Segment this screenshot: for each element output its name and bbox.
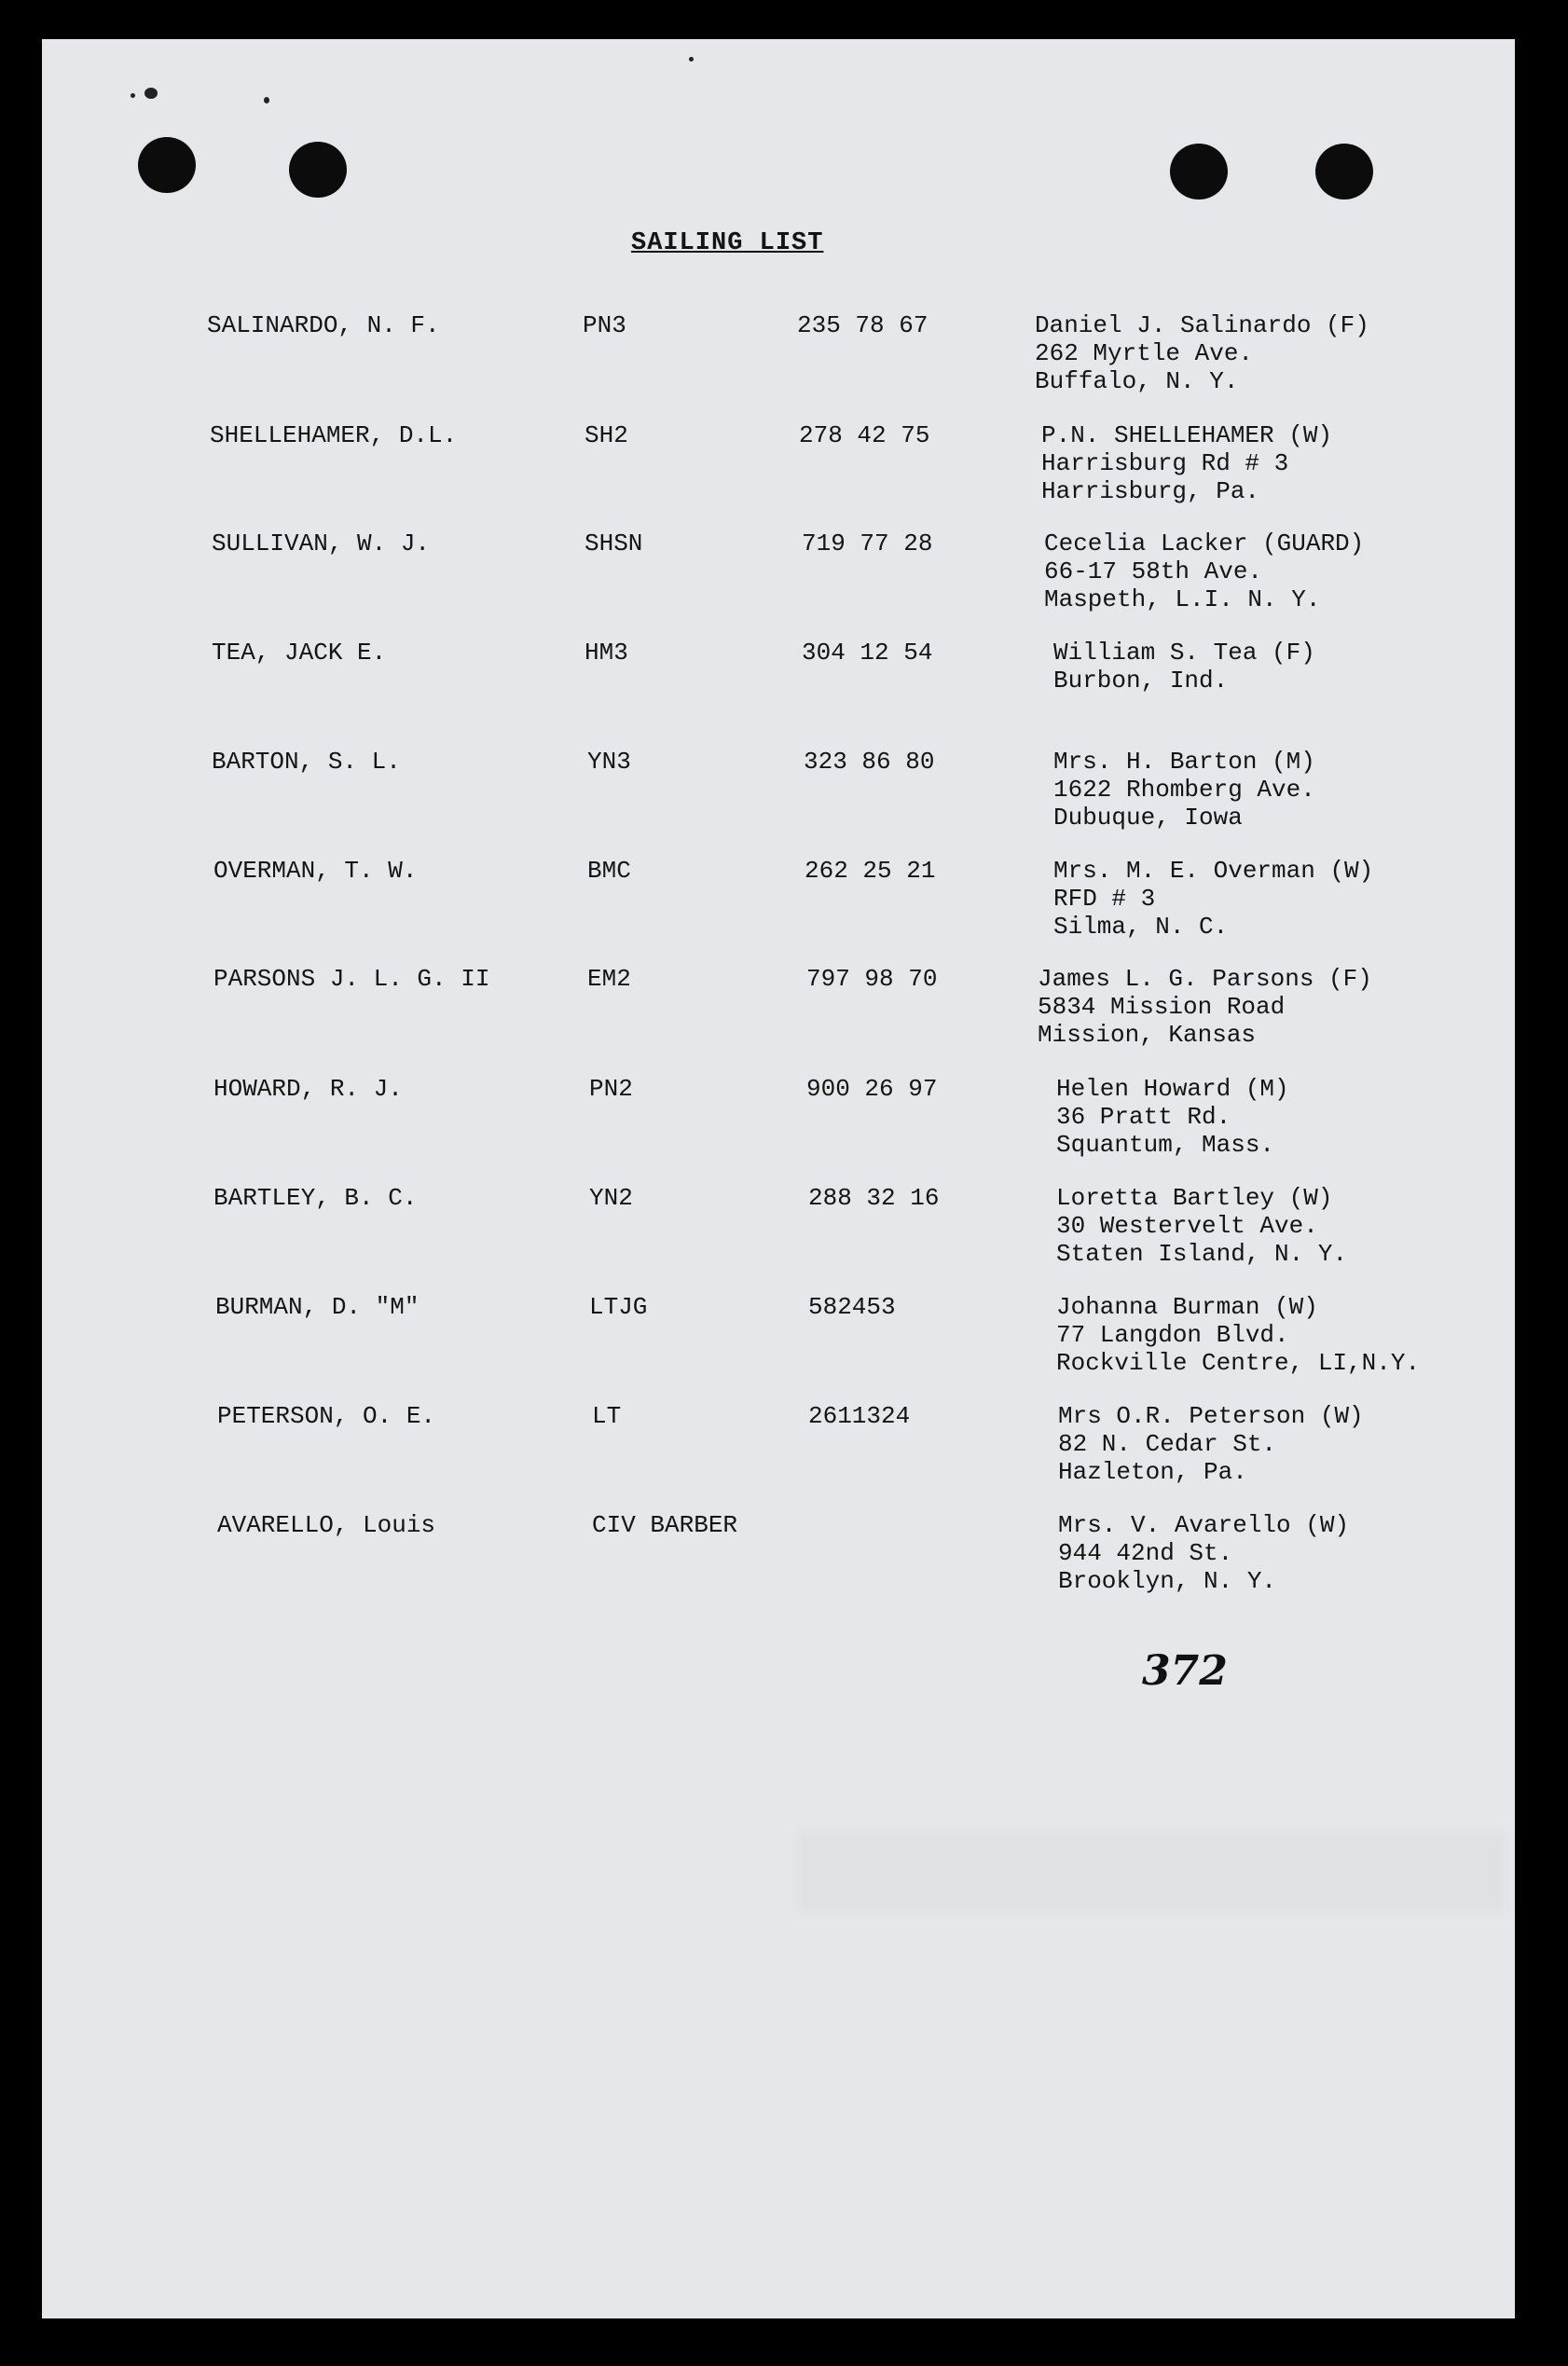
address-line: Helen Howard (M) [1056,1075,1289,1103]
crew-name: TEA, JACK E. [212,639,387,667]
crew-name: HOWARD, R. J. [213,1075,403,1103]
service-number: 797 98 70 [806,965,938,993]
crew-name: OVERMAN, T. W. [213,857,418,885]
service-number: 900 26 97 [806,1075,938,1103]
address-line: Mrs. H. Barton (M) [1053,748,1315,776]
page-title: SAILING LIST [631,229,824,257]
crew-name: PARSONS J. L. G. II [213,965,490,993]
list-item [42,639,1515,741]
address-line: Burbon, Ind. [1053,667,1229,695]
next-of-kin-address [1056,1075,1289,1159]
punch-hole-3 [1170,144,1228,199]
address-line: Staten Island, N. Y. [1056,1240,1348,1268]
next-of-kin-address [1044,530,1364,613]
crew-name: BURMAN, D. "M" [215,1293,420,1321]
address-line: 36 Pratt Rd. [1056,1103,1231,1131]
address-line: Buffalo, N. Y. [1035,367,1239,395]
address-line: 262 Myrtle Ave. [1035,339,1254,367]
next-of-kin-address [1053,639,1315,695]
crew-name: SALINARDO, N. F. [207,311,440,339]
next-of-kin-address [1056,1293,1420,1377]
service-number: 582453 [808,1293,896,1321]
crew-rate: BMC [587,857,631,885]
list-item [42,1402,1515,1505]
address-line: James L. G. Parsons (F) [1038,965,1372,993]
address-line: Cecelia Lacker (GUARD) [1044,530,1365,557]
ink-speck [689,57,694,62]
list-item [42,1075,1515,1177]
crew-rate: SH2 [585,421,628,449]
service-number: 262 25 21 [805,857,936,885]
handwritten-page-number: 372 [1142,1647,1228,1695]
address-line: Brooklyn, N. Y. [1058,1567,1277,1595]
list-item [42,1511,1515,1614]
service-number: 304 12 54 [802,639,933,667]
service-number: 288 32 16 [808,1184,940,1212]
punch-hole-1 [138,137,196,193]
address-line: 944 42nd St. [1058,1539,1233,1567]
crew-rate: LTJG [589,1293,648,1321]
crew-name: SHELLEHAMER, D.L. [210,421,458,449]
service-number: 278 42 75 [799,421,930,449]
next-of-kin-address [1058,1511,1349,1595]
punch-hole-4 [1315,144,1373,199]
address-line: Silma, N. C. [1053,913,1229,941]
crew-name: AVARELLO, Louis [217,1511,436,1539]
ink-speck [264,97,269,103]
next-of-kin-address [1053,857,1373,941]
document-page [42,39,1515,2318]
crew-rate: YN2 [589,1184,633,1212]
list-item [42,421,1515,524]
address-line: Loretta Bartley (W) [1056,1184,1333,1212]
crew-rate: LT [592,1402,622,1430]
next-of-kin-address [1053,748,1315,832]
address-line: Mrs. M. E. Overman (W) [1053,857,1374,885]
ink-speck [144,88,158,99]
stamp-smudge [797,1829,1506,1913]
next-of-kin-address [1056,1184,1347,1268]
address-line: 5834 Mission Road [1038,993,1286,1021]
next-of-kin-address [1058,1402,1364,1486]
address-line: Rockville Centre, LI,N.Y. [1056,1349,1421,1377]
service-number: 2611324 [808,1402,911,1430]
address-line: 66-17 58th Ave. [1044,557,1263,585]
list-item [42,748,1515,850]
address-line: Johanna Burman (W) [1056,1293,1318,1321]
address-line: 82 N. Cedar St. [1058,1430,1277,1458]
crew-rate: CIV BARBER [592,1511,738,1539]
address-line: Harrisburg Rd # 3 [1041,449,1289,477]
address-line: P.N. SHELLEHAMER (W) [1041,421,1333,449]
list-item [42,857,1515,959]
crew-name: BARTLEY, B. C. [213,1184,418,1212]
address-line: Dubuque, Iowa [1053,804,1243,832]
crew-rate: HM3 [585,639,628,667]
address-line: Maspeth, L.I. N. Y. [1044,585,1321,613]
list-item [42,530,1515,632]
crew-rate: PN2 [589,1075,633,1103]
crew-name: PETERSON, O. E. [217,1402,436,1430]
crew-rate: SHSN [585,530,643,557]
address-line: Daniel J. Salinardo (F) [1035,311,1369,339]
list-item [42,965,1515,1067]
address-line: Harrisburg, Pa. [1041,477,1260,505]
address-line: RFD # 3 [1053,885,1156,913]
address-line: 1622 Rhomberg Ave. [1053,776,1315,804]
service-number: 719 77 28 [802,530,933,557]
service-number: 235 78 67 [797,311,928,339]
address-line: Hazleton, Pa. [1058,1458,1247,1486]
address-line: 77 Langdon Blvd. [1056,1321,1289,1349]
address-line: William S. Tea (F) [1053,639,1315,667]
address-line: Mrs. V. Avarello (W) [1058,1511,1350,1539]
list-item [42,311,1515,414]
crew-name: SULLIVAN, W. J. [212,530,431,557]
address-line: Mrs O.R. Peterson (W) [1058,1402,1364,1430]
address-line: Mission, Kansas [1038,1021,1257,1049]
address-line: 30 Westervelt Ave. [1056,1212,1318,1240]
ink-speck [131,93,135,98]
next-of-kin-address [1041,421,1332,505]
next-of-kin-address [1038,965,1372,1049]
crew-rate: YN3 [587,748,631,776]
list-item [42,1293,1515,1396]
address-line: Squantum, Mass. [1056,1131,1275,1159]
next-of-kin-address [1035,311,1369,395]
crew-rate: EM2 [587,965,631,993]
crew-rate: PN3 [583,311,626,339]
list-item [42,1184,1515,1286]
service-number: 323 86 80 [804,748,935,776]
crew-name: BARTON, S. L. [212,748,401,776]
punch-hole-2 [289,142,347,198]
